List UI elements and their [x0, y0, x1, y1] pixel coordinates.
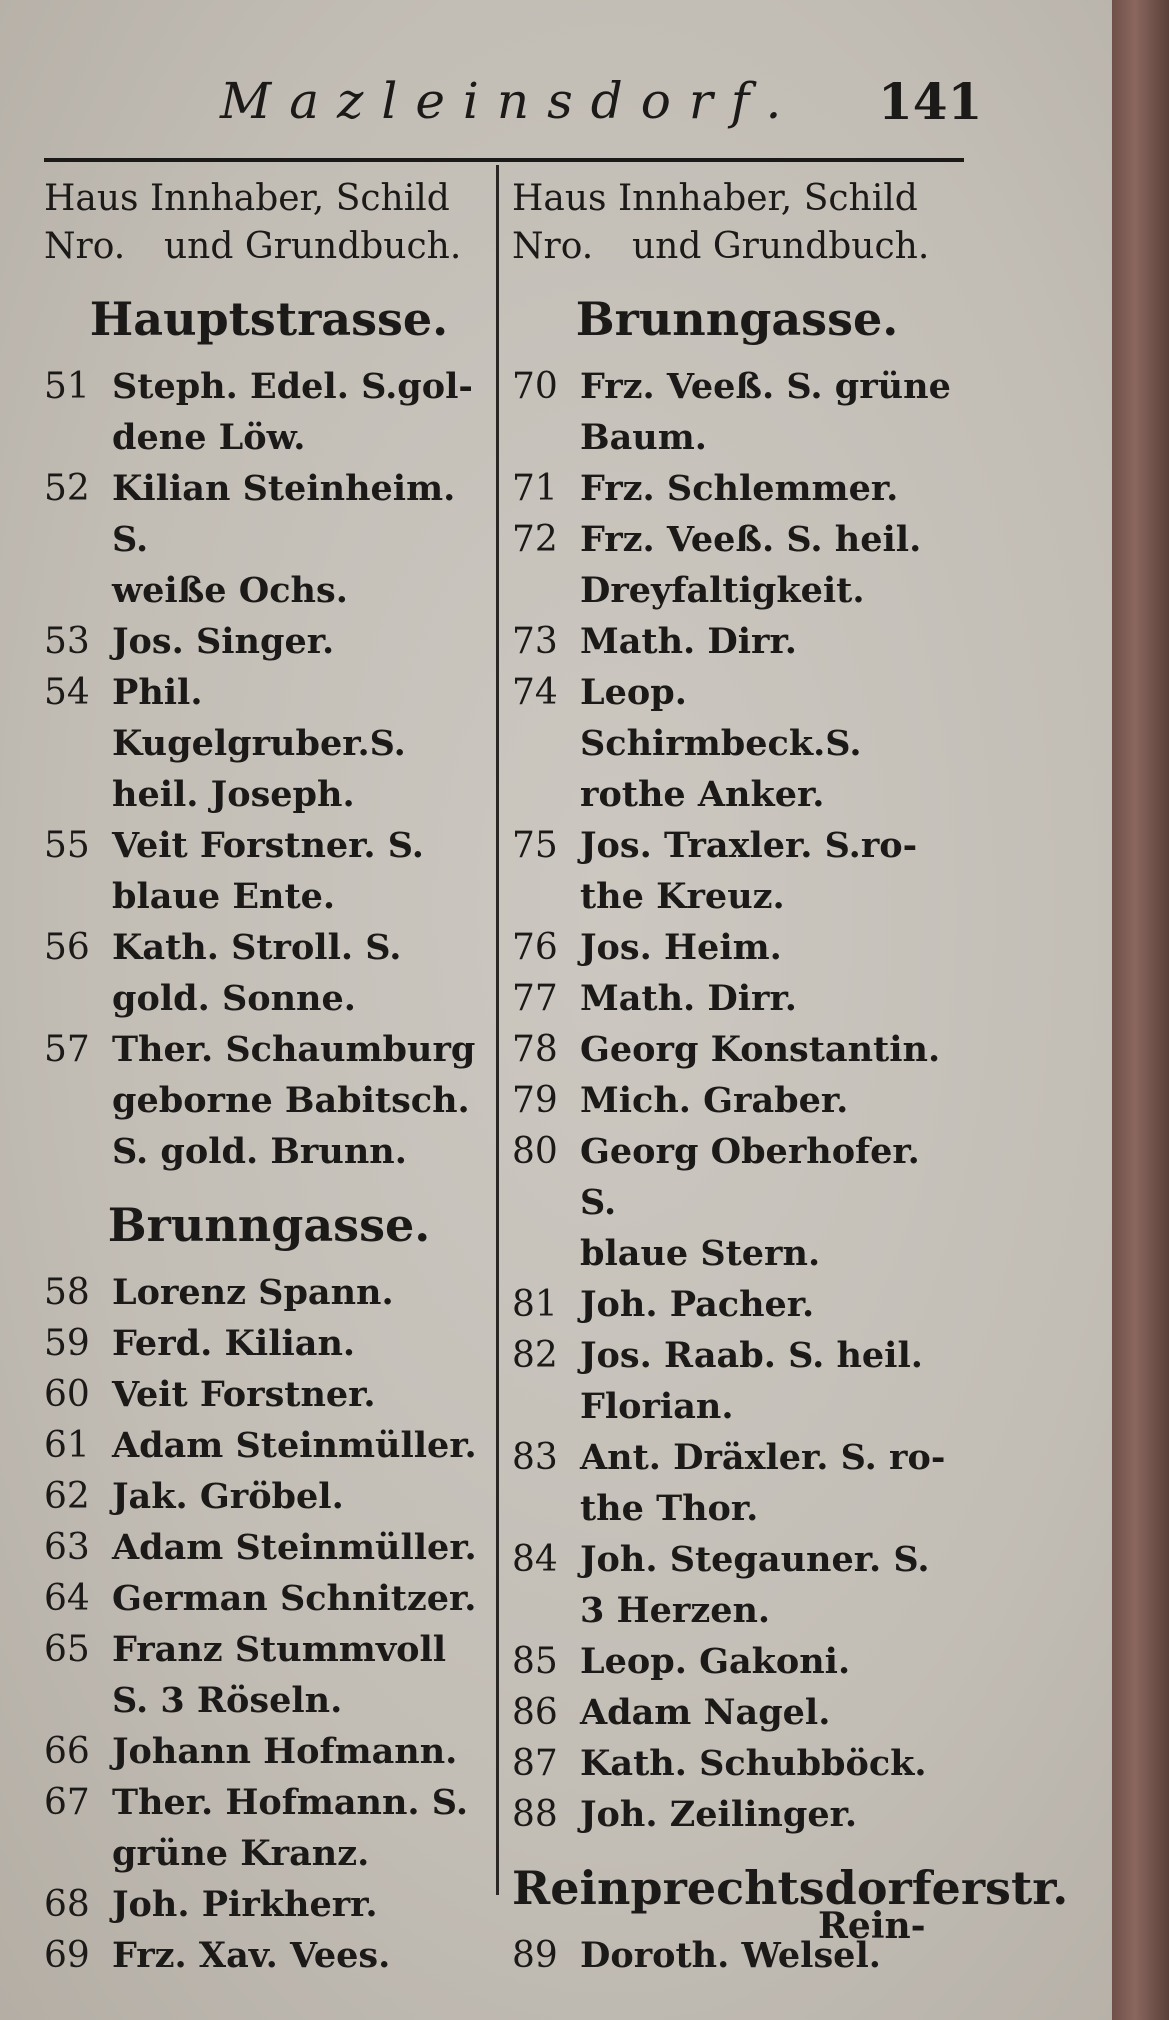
owner-and-sign: Joh. Stegauner. S. 3 Herzen. — [580, 1539, 930, 1631]
owner-and-sign: Adam Nagel. — [580, 1692, 831, 1733]
house-number: 77 — [512, 978, 558, 1019]
house-number: 89 — [512, 1935, 558, 1976]
owner-and-sign: Joh. Pacher. — [580, 1284, 815, 1325]
house-number: 78 — [512, 1029, 558, 1070]
left-column — [44, 175, 494, 1981]
right-sections — [512, 287, 1069, 1981]
house-number: 52 — [44, 468, 90, 509]
owner-and-sign: Veit Forstner. S. blaue Ente. — [112, 825, 424, 917]
house-entry — [512, 1789, 962, 1840]
house-entry — [512, 616, 962, 667]
house-entry — [44, 1522, 494, 1573]
owner-and-sign: Jos. Singer. — [112, 621, 335, 662]
owner-and-sign: Frz. Veeß. S. heil. Dreyfaltigkeit. — [580, 519, 922, 611]
house-entry — [44, 1930, 494, 1981]
section-title: Hauptstrasse. — [89, 292, 449, 346]
house-entry — [512, 1636, 962, 1687]
owner-and-sign: Ferd. Kilian. — [112, 1323, 356, 1364]
house-number: 66 — [44, 1731, 90, 1772]
house-entry — [44, 1726, 494, 1777]
house-number: 68 — [44, 1884, 90, 1925]
house-entry — [512, 667, 962, 820]
house-number: 81 — [512, 1284, 558, 1325]
house-entry — [44, 1420, 494, 1471]
owner-and-sign: Jos. Heim. — [580, 927, 782, 968]
house-entry — [512, 1432, 962, 1534]
right-column — [512, 175, 1069, 1981]
owner-and-sign: Kilian Steinheim. S. weiße Ochs. — [112, 468, 456, 611]
house-entry — [44, 1624, 494, 1726]
owner-and-sign: Leop. Gakoni. — [580, 1641, 851, 1682]
section-title: Brunngasse. — [107, 1198, 431, 1252]
house-entry — [512, 973, 962, 1024]
owner-and-sign: Johann Hofmann. — [112, 1731, 458, 1772]
owner-and-sign: Math. Dirr. — [580, 621, 797, 662]
section-title: Brunngasse. — [575, 292, 899, 346]
column-heading-line1: Haus Innhaber, Schild — [44, 178, 450, 219]
owner-and-sign: Doroth. Welsel. — [580, 1935, 881, 1976]
house-number: 86 — [512, 1692, 558, 1733]
house-number: 70 — [512, 366, 558, 407]
house-number: 59 — [44, 1323, 90, 1364]
house-number: 54 — [44, 672, 90, 713]
house-entry — [44, 1573, 494, 1624]
owner-and-sign: Math. Dirr. — [580, 978, 797, 1019]
house-entry — [512, 514, 962, 616]
house-number: 75 — [512, 825, 558, 866]
owner-and-sign: Leop. Schirmbeck.S. rothe Anker. — [580, 672, 862, 815]
house-number: 62 — [44, 1476, 90, 1517]
house-entry — [44, 1777, 494, 1879]
house-entry — [44, 1369, 494, 1420]
house-number: 87 — [512, 1743, 558, 1784]
house-number: 71 — [512, 468, 558, 509]
house-entry — [44, 820, 494, 922]
page-edge — [1112, 0, 1169, 2020]
house-number: 57 — [44, 1029, 90, 1070]
house-number: 79 — [512, 1080, 558, 1121]
house-entry — [44, 667, 494, 820]
owner-and-sign: Lorenz Spann. — [112, 1272, 394, 1313]
house-number: 51 — [44, 366, 90, 407]
owner-and-sign: Mich. Graber. — [580, 1080, 849, 1121]
owner-and-sign: Frz. Xav. Vees. — [112, 1935, 391, 1976]
owner-and-sign: Georg Oberhofer. S. blaue Stern. — [580, 1131, 920, 1274]
house-number: 88 — [512, 1794, 558, 1835]
column-heading-line1: Haus Innhaber, Schild — [512, 178, 918, 219]
house-entry — [44, 1024, 494, 1177]
house-entry — [44, 1318, 494, 1369]
house-number: 74 — [512, 672, 558, 713]
owner-and-sign: Kath. Stroll. S. gold. Sonne. — [112, 927, 402, 1019]
house-entry — [512, 1024, 962, 1075]
house-number: 56 — [44, 927, 90, 968]
house-number: 83 — [512, 1437, 558, 1478]
section-title: Reinprechtsdorferstr. — [512, 1861, 1069, 1915]
column-divider — [496, 165, 499, 1895]
house-number: 53 — [44, 621, 90, 662]
owner-and-sign: Veit Forstner. — [112, 1374, 376, 1415]
owner-and-sign: Adam Steinmüller. — [112, 1425, 477, 1466]
house-entry — [512, 1738, 962, 1789]
owner-and-sign: Ther. Hofmann. S. grüne Kranz. — [112, 1782, 469, 1874]
house-entry — [44, 361, 494, 463]
house-entry — [512, 820, 962, 922]
house-number: 72 — [512, 519, 558, 560]
house-entry — [512, 1534, 962, 1636]
owner-and-sign: Ant. Dräxler. S. ro- the Thor. — [580, 1437, 946, 1529]
house-number: 60 — [44, 1374, 90, 1415]
house-entry — [512, 922, 962, 973]
house-entry — [512, 1126, 962, 1279]
owner-and-sign: Joh. Pirkherr. — [112, 1884, 378, 1925]
owner-and-sign: Georg Konstantin. — [580, 1029, 941, 1070]
owner-and-sign: Adam Steinmüller. — [112, 1527, 477, 1568]
owner-and-sign: Jak. Gröbel. — [112, 1476, 344, 1517]
owner-and-sign: Ther. Schaumburg geborne Babitsch. S. gold. Brunn. — [112, 1029, 476, 1172]
house-number: 80 — [512, 1131, 558, 1172]
house-entry — [512, 1687, 962, 1738]
catchword: Rein- — [818, 1905, 926, 1947]
owner-and-sign: Frz. Veeß. S. grüne Baum. — [580, 366, 951, 458]
owner-and-sign: Frz. Schlemmer. — [580, 468, 899, 509]
column-heading — [512, 175, 962, 271]
house-number: 55 — [44, 825, 90, 866]
house-number: 85 — [512, 1641, 558, 1682]
house-number: 65 — [44, 1629, 90, 1670]
house-entry — [44, 1879, 494, 1930]
house-number: 82 — [512, 1335, 558, 1376]
column-heading-line2 — [44, 223, 494, 271]
column-heading-line2 — [512, 223, 962, 271]
column-heading-nro: Nro. — [44, 226, 126, 267]
owner-and-sign: Joh. Zeilinger. — [580, 1794, 858, 1835]
house-number: 73 — [512, 621, 558, 662]
house-entry — [512, 361, 962, 463]
house-entry — [44, 463, 494, 616]
house-entry — [512, 1075, 962, 1126]
owner-and-sign: Jos. Raab. S. heil. Florian. — [580, 1335, 923, 1427]
owner-and-sign: Jos. Traxler. S.ro- the Kreuz. — [580, 825, 918, 917]
house-entry — [44, 1267, 494, 1318]
owner-and-sign: Phil. Kugelgruber.S. heil. Joseph. — [112, 672, 406, 815]
column-heading-nro: Nro. — [512, 226, 594, 267]
house-number: 69 — [44, 1935, 90, 1976]
house-number: 61 — [44, 1425, 90, 1466]
header-rule — [44, 158, 964, 162]
house-entry — [44, 1471, 494, 1522]
house-number: 67 — [44, 1782, 90, 1823]
house-entry — [44, 616, 494, 667]
house-number: 64 — [44, 1578, 90, 1619]
house-number: 63 — [44, 1527, 90, 1568]
house-entry — [512, 1330, 962, 1432]
column-heading-grundbuch: und Grundbuch. — [164, 226, 462, 267]
column-heading-grundbuch: und Grundbuch. — [632, 226, 930, 267]
owner-and-sign: Steph. Edel. S.gol- dene Löw. — [112, 366, 473, 458]
owner-and-sign: Franz Stummvoll S. 3 Röseln. — [112, 1629, 447, 1721]
owner-and-sign: Kath. Schubböck. — [580, 1743, 927, 1784]
house-number: 84 — [512, 1539, 558, 1580]
running-title: Mazleinsdorf. — [220, 72, 800, 130]
page-number: 141 — [878, 72, 983, 131]
owner-and-sign: German Schnitzer. — [112, 1578, 477, 1619]
house-entry — [44, 922, 494, 1024]
left-sections — [44, 287, 494, 1981]
house-entry — [512, 463, 962, 514]
house-number: 58 — [44, 1272, 90, 1313]
house-entry — [512, 1279, 962, 1330]
house-number: 76 — [512, 927, 558, 968]
column-heading — [44, 175, 494, 271]
